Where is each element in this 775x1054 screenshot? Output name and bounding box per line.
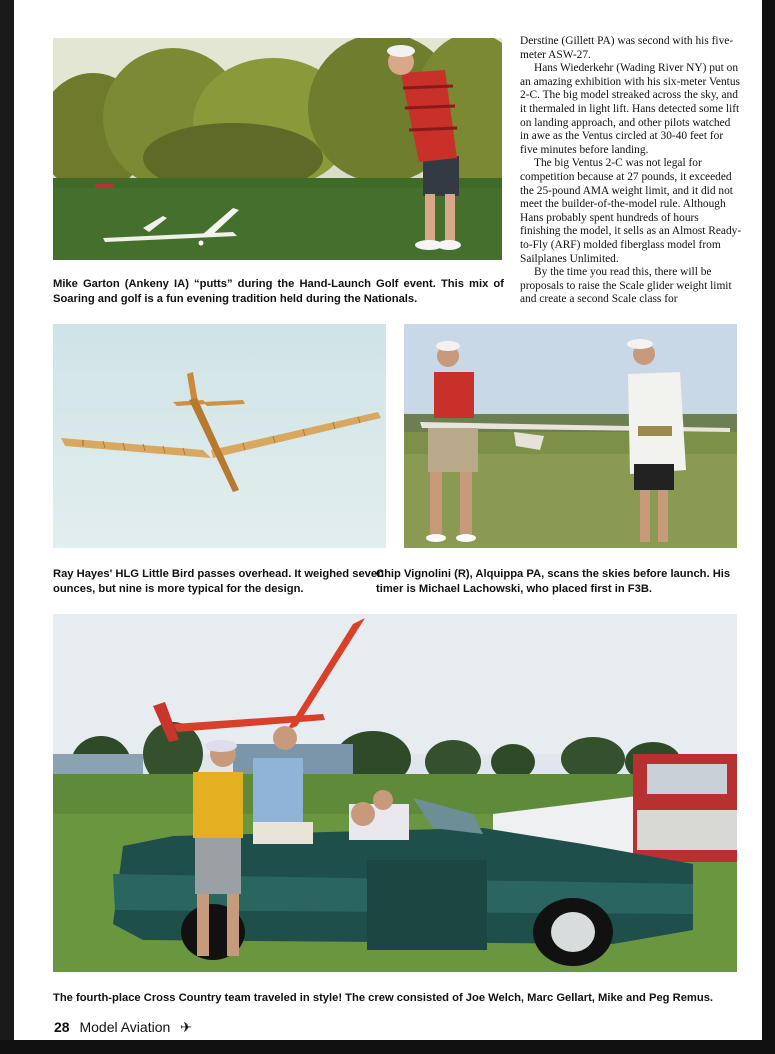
hlg-photo — [53, 324, 386, 548]
hlg-caption: Ray Hayes' HLG Little Bird passes overhead. It weighed seven ounces, but nine is more typical for the design. — [53, 568, 384, 595]
cross-country-caption: The fourth-place Cross Country team traveled in style! The crew consisted of Joe Welch, Marc Gellart, Mike and Peg Remus. — [53, 992, 714, 1004]
magazine-name: Model Aviation — [79, 1019, 171, 1035]
chip-caption: Chip Vignolini (R), Alquippa PA, scans the skies before launch. His timer is Michael Lachowski, who placed first in F3B. — [376, 568, 731, 595]
page-footer — [54, 1019, 192, 1036]
paragraph-1: Derstine (Gillett PA) was second with his five-meter ASW-27. — [520, 35, 734, 61]
chip-photo — [404, 324, 737, 548]
scan-edge-right — [762, 0, 775, 1054]
page-number: 28 — [54, 1019, 70, 1035]
magazine-page — [14, 0, 762, 1040]
cross-country-photo — [53, 614, 737, 972]
golf-caption: Mike Garton (Ankeny IA) “putts” during the Hand-Launch Golf event. This mix of Soaring and golf is a fun evening tradition held during the Nationals. — [53, 278, 504, 305]
article-column — [520, 35, 742, 307]
paragraph-4: By the time you read this, there will be proposals to raise the Scale glider weight limit and create a second Scale class for — [520, 266, 732, 306]
paragraph-2: Hans Wiederkehr (Wading River NY) put on an amazing exhibition with his six-meter Ventus 2-C. The big model streaked across the sky, and it thermaled in light lift. Hans detected some lift on landing approach, and other pilots watched in awe as the Ventus circled at 30-40 feet for five minutes before landing. — [520, 62, 740, 156]
paragraph-3: The big Ventus 2-C was not legal for competition because at 27 pounds, it exceeded the 25-pound AMA weight limit, and it did not meet the builder-of-the-model rule. Although Hans probably spent hundreds of hours finishing the model, it sells as an Almost Ready-to-Fly (ARF) molded fiberglass model from Sailplanes Unlimited. — [520, 157, 742, 265]
scan-edge-bottom — [0, 1040, 775, 1054]
airplane-icon: ✈ — [180, 1019, 192, 1035]
golf-photo — [53, 38, 502, 260]
